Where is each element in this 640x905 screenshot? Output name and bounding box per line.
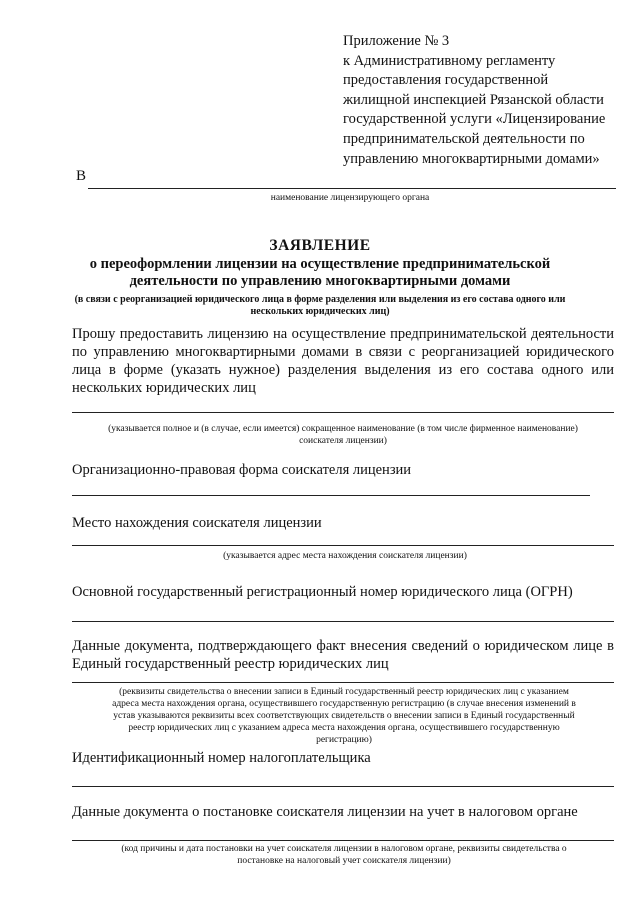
tax-document-input-line[interactable] [72,840,614,841]
document-note [0,294,640,318]
subtitle-line: деятельности по управлению многоквартирными домами [129,273,511,289]
document-title: ЗАЯВЛЕНИЕ [269,237,371,254]
appendix-line: Приложение № 3 [343,33,450,49]
note-line: нескольких юридических лиц) [250,306,390,317]
egrul-document-label: Данные документа, подтверждающего факт внесения сведений о юридическом лице в Единый государственный реестр юридических лиц [72,638,614,672]
appendix-line: предоставления государственной [343,72,549,89]
legal-form-label: Организационно-правовая форма соискателя лицензии [72,462,412,478]
recipient-caption: наименование лицензирующего органа [270,193,430,203]
applicant-name-input-line[interactable] [72,412,614,413]
appendix-line: к Административному регламенту [343,52,556,69]
appendix-header [343,32,633,169]
inn-label: Идентификационный номер налогоплательщика [72,750,371,766]
location-label: Место нахождения соискателя лицензии [72,515,322,531]
ogrn-input-line[interactable] [72,621,614,622]
applicant-name-caption: (указывается полное и (в случае, если имеется) сокращенное наименование (в том числе фирменное наименование) соискателя лицензии) [108,424,578,446]
appendix-line: государственной услуги «Лицензирование [343,111,606,128]
tax-document-caption: (код причины и дата постановки на учет соискателя лицензии в налоговом органе, реквизиты свидетельства о постановке на налоговый учет соискателя лицензии) [121,844,567,866]
egrul-document-input-line[interactable] [72,682,614,683]
recipient-input-line[interactable] [88,188,616,189]
egrul-document-caption: (реквизиты свидетельства о внесении записи в Единый государственный реестр юридических лиц с указанием адреса места нахождения органа, осуществившего государственную регистрацию (в случае внесения изменений в устав указываются реквизиты всех соответствующих свидетельств о внесении записи в Единый государственный реестр юридических лиц с указанием адреса места нахождения органа, осуществившего государственную регистрацию) [112,687,576,745]
appendix-line: управлению многоквартирными домами» [343,150,600,167]
document-subtitle [0,256,640,290]
request-paragraph: Прошу предоставить лицензию на осуществление предпринимательской деятельности по управлению многоквартирными домами в связи с реорганизацией юридического лица в форме (указать нужное) разделения выделения из его состава одного или нескольких юридических лиц [72,326,614,396]
tax-document-label: Данные документа о постановке соискателя лицензии на учет в налоговом органе [72,804,578,820]
appendix-line: предпринимательской деятельности по [343,130,585,147]
ogrn-label: Основной государственный регистрационный номер юридического лица (ОГРН) [72,584,573,600]
appendix-line: жилищной инспекцией Рязанской области [343,91,604,108]
location-input-line[interactable] [72,545,614,546]
recipient-prefix: В [76,168,87,184]
legal-form-input-line[interactable] [72,495,590,496]
location-caption: (указывается адрес места нахождения соискателя лицензии) [223,551,467,561]
subtitle-line: о переоформлении лицензии на осуществление предпринимательской [89,256,551,272]
note-line: (в связи с реорганизацией юридического лица в форме разделения или выделения из его состава одного или [74,294,566,305]
inn-input-line[interactable] [72,786,614,787]
